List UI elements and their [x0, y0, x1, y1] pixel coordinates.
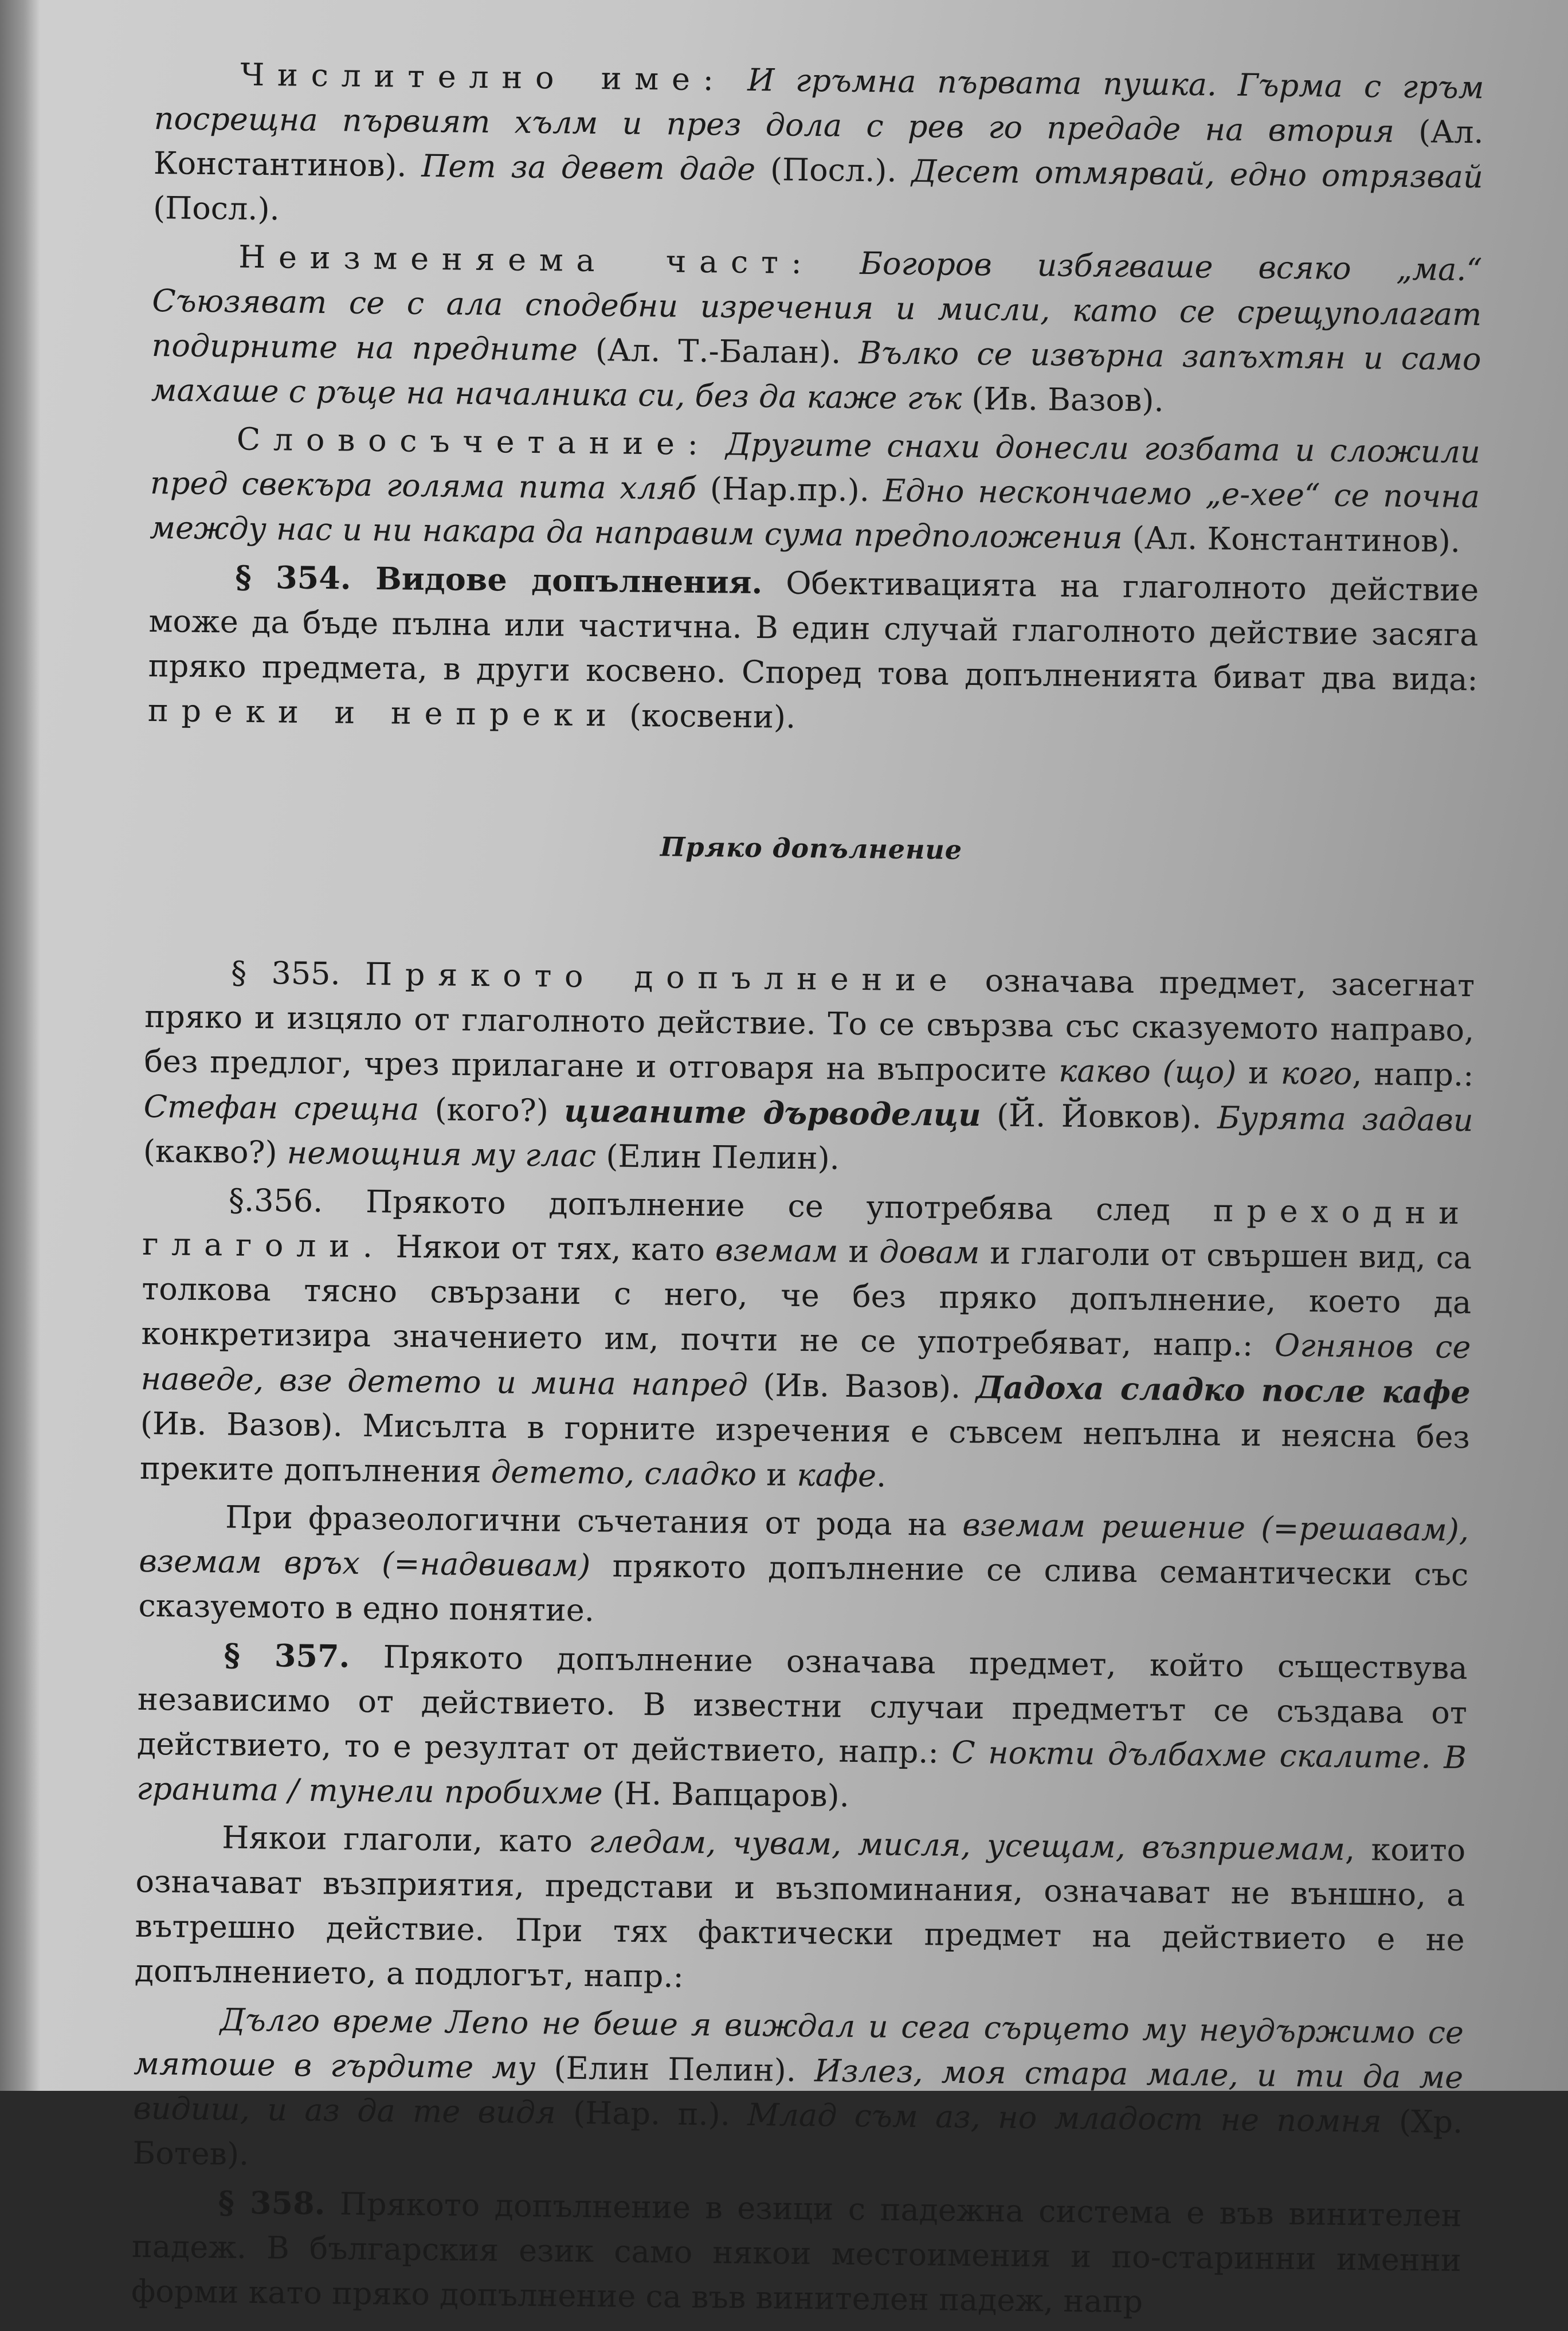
text-run: Някои глаголи, като	[222, 1819, 589, 1860]
example-text: гледам, чувам, мисля, усещам, възприемам	[589, 1823, 1346, 1867]
text-run: и	[838, 1233, 880, 1270]
paragraph	[136, 1632, 1468, 1825]
text-run: (Ив. Вазов).	[961, 380, 1165, 419]
paragraph	[138, 1494, 1469, 1642]
example-text: вземам	[715, 1232, 838, 1270]
text-run	[814, 245, 860, 281]
text-run: (Нар. п.).	[555, 2094, 748, 2133]
example-text: С нокти дълбахме скалите. В гранита / тунели пробихме	[136, 1734, 1467, 1812]
text-run: (Нар.пр.).	[696, 470, 884, 509]
text-run: Обективацията на глаголното действие може да бъде пълна или частична. В един случай глаголното действие засяга пряко предмета, в други косвено. Според това допълненията биват два вида:	[148, 565, 1479, 698]
text-run: (Елин Пелин).	[595, 1138, 840, 1177]
section-number: § 357.	[224, 1636, 350, 1675]
text-run: (Посл.).	[755, 151, 912, 189]
text-run: (Посл.).	[152, 189, 280, 228]
text-run: (Й. Йовков).	[981, 1097, 1218, 1136]
paragraph	[140, 1177, 1473, 1505]
spaced-term: Словосъчетание:	[236, 421, 711, 463]
text-run: Прякото допълнение означава предмет, който съществува независимо от действието. В известни случаи предметът се създава от действието, то е резултат от действието, напр.:	[136, 1638, 1468, 1770]
section-heading: Пряко допълнение	[660, 831, 963, 865]
example-text: И гръмна първата пушка. Гърма с гръм посрещна първият хълм и през дола с рев го предаде на втория	[154, 61, 1484, 150]
text-run: (Н. Вапцаров).	[602, 1775, 850, 1814]
paragraph	[151, 234, 1482, 426]
example-text: детето, сладко	[491, 1454, 757, 1493]
example-text: Огнянов се наведе, взе детето и мина напред	[140, 1327, 1471, 1403]
text-run: (какво?)	[143, 1133, 288, 1171]
spaced-term: Числително име:	[240, 56, 727, 98]
example-text: Стефан срещна	[143, 1088, 420, 1127]
paragraph	[148, 554, 1479, 747]
spaced-term: преки и непреки	[147, 692, 620, 734]
paragraph	[143, 950, 1475, 1188]
example-text: вземам решение (=решавам), вземам връх (=надвивам)	[139, 1506, 1469, 1584]
example-text: Десет отмярвай, едно отрязвай	[911, 152, 1484, 195]
text-run: и глаголи от свършен вид, са толкова тясно свързани с него, че без пряко допълнение, което да конкретизира значението им, почти не се употребяват, напр.:	[141, 1235, 1472, 1364]
paragraph	[150, 416, 1480, 564]
text-run: прякото допълнение се слива семантически със сказуемото в едно понятие.	[138, 1548, 1469, 1629]
example-emphasis: циганите дърводелци	[563, 1092, 981, 1134]
text-run: означава предмет, засегнат пряко и изцяло от глаголното действие. То се свързва със сказуемото направо, без предлог, чрез прилагане и отговаря на въпросите	[144, 962, 1475, 1089]
text-run	[711, 426, 726, 462]
text-run	[726, 61, 747, 97]
example-text: Другите снахи донесли гозбата и сложили пред свекъра голяма пита хляб	[150, 426, 1481, 507]
text-run: Прякото допълнение в езици с падежна система е във винителен падеж. В българския език само някои местоимения и по-старинни именни форми като пряко допълнение са във винителен падеж, напр	[131, 2185, 1462, 2320]
text-run: и	[756, 1456, 797, 1493]
paragraph	[153, 52, 1484, 244]
paragraph	[131, 2179, 1462, 2328]
text-run: (кого?)	[418, 1091, 565, 1129]
text-run: Някои от тях, като	[385, 1228, 716, 1268]
text-run: (Ал. Константинов).	[1122, 519, 1461, 559]
example-text: Пет за девет даде	[421, 147, 756, 187]
example-text: довам	[879, 1233, 980, 1271]
text-run: При фразеологични съчетания от рода на	[225, 1499, 963, 1543]
spaced-term: Прякото допълнение	[364, 955, 961, 998]
example-text: Бурята задави	[1217, 1099, 1473, 1139]
page-text-column	[131, 52, 1484, 2331]
example-text: кафе	[797, 1456, 877, 1494]
paragraph	[135, 1815, 1466, 2007]
paragraph	[132, 1997, 1464, 2189]
text-run: , напр.:	[1352, 1055, 1474, 1094]
text-run: , които означават възприятия, представи и възпоминания, означават не външно, а вътрешно действие. При тях фактически предмет на действието е не допълнението, а подлогът, напр.:	[134, 1831, 1466, 1995]
example-text: Млад съм аз, но младост не помня	[747, 2097, 1382, 2140]
section-number: § 358.	[218, 2184, 326, 2222]
example-text: немощния му глас	[287, 1134, 597, 1174]
example-emphasis: Дадоха сладко после кафе	[975, 1369, 1471, 1411]
example-text: Едно нескончаемо „е-хее“ се почна между нас и ни накара да направим сума предположения	[149, 472, 1480, 556]
text-run: § 355.	[230, 954, 366, 992]
spaced-term: преходни глаголи.	[142, 1192, 1473, 1265]
spaced-term: Неизменяема част:	[238, 238, 815, 281]
section-number: § 354. Видове допълнения.	[235, 558, 763, 601]
example-text: Излез, моя стара мале, и ти да ме видиш, и аз да те видя	[133, 2052, 1464, 2131]
text-run: .	[876, 1458, 887, 1494]
text-run: и	[1236, 1054, 1281, 1091]
text-run: (Хр. Ботев).	[132, 2103, 1463, 2172]
page-gutter-shadow	[0, 0, 40, 2091]
example-text: Богоров избягваше всяко „ма.“ Съюзяват се с ала сподeбни изречения и мисли, като се срещуполагат подирните на предните	[151, 245, 1483, 368]
text-run: (Ал. Т.-Балан).	[577, 331, 859, 371]
text-run: (Ал. Константинов).	[153, 113, 1484, 184]
example-text: кого	[1280, 1055, 1353, 1092]
example-text: Дълго време Лепо не беше я виждал и сега сърцето му неудържимо се мятоше в гърдите му	[133, 2001, 1464, 2086]
text-run: §.356. Прякото допълнение се употребява след	[228, 1182, 1214, 1229]
example-text: Вълко се извърна запъхтян и само махаше с ръце на началника си, без да каже гък	[151, 334, 1481, 417]
example-text: какво (що)	[1058, 1052, 1237, 1091]
text-run: (косвени).	[619, 697, 796, 735]
text-run: (Ив. Вазов). Мисълта в горните изречения е съвсем непълна и неясна без преките допълнения	[139, 1405, 1471, 1490]
text-run: (Ив. Вазов).	[747, 1366, 977, 1406]
text-run: (Елин Пелин).	[535, 2050, 815, 2089]
